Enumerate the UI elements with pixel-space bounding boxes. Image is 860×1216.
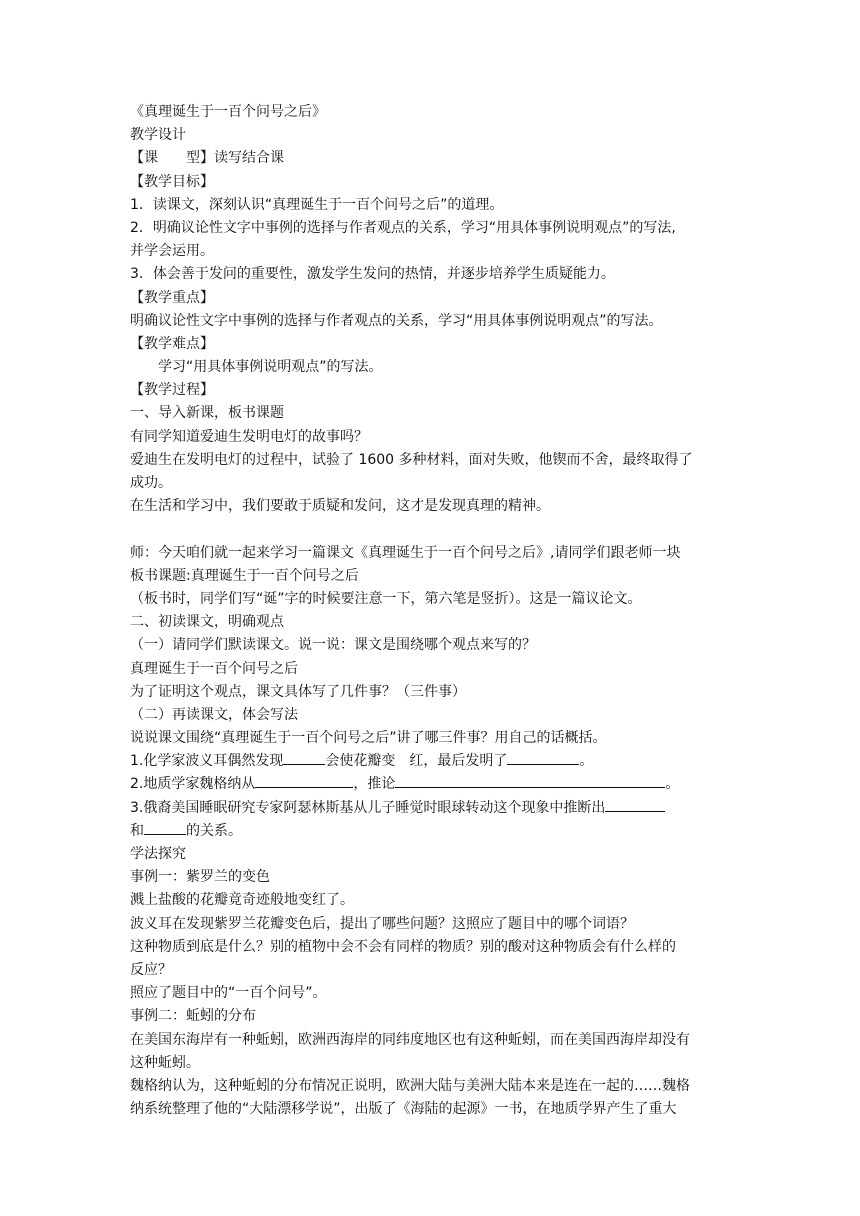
paragraph-line: 在美国东海岸有一种蚯蚓，欧洲西海岸的同纬度地区也有这种蚯蚓，而在美国西海岸却没有	[130, 1031, 690, 1048]
paragraph-line: 板书课题:真理诞生于一百个问号之后	[130, 567, 359, 584]
blank-line	[130, 518, 730, 541]
fill-blank-text: 2.地质学家魏格纳从	[130, 776, 256, 793]
fill-blank-item-1	[130, 750, 730, 773]
example-heading-1: 事例一：紫罗兰的变色	[130, 869, 270, 886]
fill-blank-text: 1.化学家波义耳偶然发现	[130, 753, 284, 770]
answer-blank[interactable]	[507, 750, 579, 765]
paragraph-line: 师：今天咱们就一起来学习一篇课文《真理诞生于一百个问号之后》,请同学们跟老师一块	[130, 544, 681, 561]
answer-blank[interactable]	[605, 797, 665, 812]
paragraph-line: 真理诞生于一百个问号之后	[130, 660, 298, 677]
goal-item-2: 2．明确议论性文字中事例的选择与作者观点的关系，学习“用具体事例说明观点”的写法,	[130, 219, 676, 236]
paragraph-line: 成功。	[130, 475, 172, 491]
paragraph-line: 说说课文围绕“真理诞生于一百个问号之后”讲了哪三件事？用自己的话概括。	[130, 730, 607, 747]
paragraph-line: 爱迪生在发明电灯的过程中，试验了 1600 多种材料，面对失败，他锲而不舍，最终取得了	[130, 451, 693, 468]
difficulty-text: 学习“用具体事例说明观点”的写法。	[158, 359, 383, 376]
section-heading-key-points: 【教学重点】	[130, 289, 214, 306]
answer-blank[interactable]	[283, 750, 325, 765]
fill-blank-text: 和	[130, 822, 144, 839]
goal-item-2-cont: 并学会运用。	[130, 243, 214, 260]
paragraph-line: 反应？	[130, 961, 172, 978]
fill-blank-item-3	[130, 797, 730, 820]
answer-blank[interactable]	[395, 773, 665, 788]
paragraph-line: 这种物质到底是什么？别的植物中会不会有同样的物质？别的酸对这种物质会有什么样的	[130, 938, 676, 955]
fill-blank-text: 会使花瓣变 红，最后发明了	[325, 753, 508, 770]
goal-item-1: 1．读课文，深刻认识“真理诞生于一百个问号之后”的道理。	[130, 196, 504, 213]
doc-subtitle: 教学设计	[130, 127, 186, 144]
fill-blank-text: 。	[665, 776, 680, 793]
section-heading-difficulty: 【教学难点】	[130, 335, 214, 352]
paragraph-line: 纳系统整理了他的“大陆漂移学说”，出版了《海陆的起源》一书，在地质学界产生了重大	[130, 1101, 677, 1118]
subsection-heading: 学法探究	[130, 846, 186, 862]
section-heading-process: 【教学过程】	[130, 382, 214, 399]
fill-blank-text: ，推论	[353, 776, 396, 793]
paragraph-line: 照应了题目中的“一百个问号”。	[130, 985, 327, 1002]
answer-blank[interactable]	[255, 773, 353, 788]
paragraph-line: 溅上盐酸的花瓣竟奇迹般地变红了。	[130, 892, 354, 909]
section-heading-goals: 【教学目标】	[130, 173, 214, 190]
paragraph-line: 这种蚯蚓。	[130, 1054, 200, 1071]
fill-blank-text: 3.俄裔美国睡眠研究专家阿瑟林斯基从儿子睡觉时眼球转动这个现象中推断出	[130, 799, 606, 816]
doc-title: 《真理诞生于一百个问号之后》	[130, 104, 326, 120]
key-point-text: 明确议论性文字中事例的选择与作者观点的关系，学习“用具体事例说明观点”的写法。	[130, 312, 663, 329]
goal-item-3: 3．体会善于发问的重要性，激发学生发问的热情，并逐步培养学生质疑能力。	[130, 266, 615, 283]
fill-blank-item-2	[130, 773, 730, 796]
paragraph-line: 波义耳在发现紫罗兰花瓣变色后，提出了哪些问题？这照应了题目中的哪个词语？	[130, 915, 634, 932]
fill-blank-item-3-cont	[130, 820, 730, 843]
example-heading-2: 事例二：蚯蚓的分布	[130, 1008, 256, 1025]
lesson-type: 【课 型】读写结合课	[130, 150, 284, 167]
answer-blank[interactable]	[144, 820, 186, 835]
paragraph-line: （板书时，同学们写“诞”字的时候要注意一下，第六笔是竖折）。这是一篇议论文。	[130, 590, 642, 607]
paragraph-line: （一）请同学们默读课文。说一说：课文是围绕哪个观点来写的？	[130, 637, 536, 654]
step-heading-1: 一、导入新课，板书课题	[130, 405, 284, 422]
paragraph-line: 在生活和学习中，我们要敢于质疑和发问，这才是发现真理的精神。	[130, 498, 550, 515]
paragraph-line: （二）再读课文，体会写法	[130, 706, 298, 723]
fill-blank-text: 。	[579, 753, 594, 770]
paragraph-line: 有同学知道爱迪生发明电灯的故事吗？	[130, 428, 368, 445]
document-page	[130, 101, 730, 1121]
step-heading-2: 二、初读课文，明确观点	[130, 614, 284, 631]
paragraph-line: 为了证明这个观点，课文具体写了几件事？（三件事）	[130, 683, 466, 700]
fill-blank-text: 的关系。	[186, 822, 242, 839]
paragraph-line: 魏格纳认为，这种蚯蚓的分布情况正说明，欧洲大陆与美洲大陆本来是连在一起的……魏格	[130, 1077, 690, 1094]
